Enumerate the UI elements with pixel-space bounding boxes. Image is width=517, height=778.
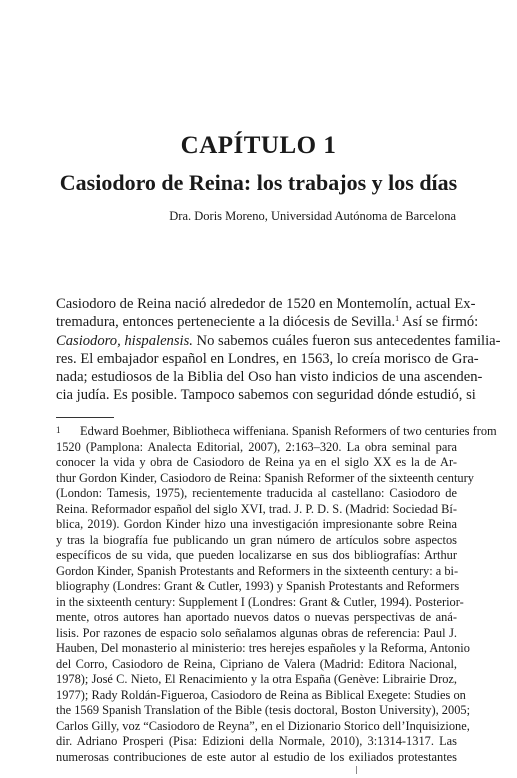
body-line: cia judía. Es posible. Tampoco sabemos con seguridad dónde estudió, si	[56, 387, 476, 404]
footnote-text	[56, 424, 497, 765]
footnote-line: blica, 2019). Gordon Kinder hizo una investigación impresionante sobre Reina	[56, 517, 457, 531]
chapter-label: CAPÍTULO 1	[180, 132, 337, 159]
footnote-line: (London: Tamesis, 1975), recientemente traducida al castellano: Casiodoro de	[56, 486, 457, 500]
footnote-line: Reina. Reformador español del siglo XVI, trad. J. P. D. S. (Madrid: Sociedad Bí-	[56, 501, 457, 516]
body-line: nada; estudiosos de la Biblia del Oso han visto indicios de una ascenden-	[56, 369, 483, 386]
body-line-text: No sabemos cuáles fueron sus antecedentes familia-	[192, 332, 501, 349]
body-line: res. El embajador español en Londres, en 1563, lo creía morisco de Gra-	[56, 350, 479, 367]
footnote-reference: 1	[395, 314, 400, 324]
footnote-line: bliography (Londres: Grant & Cutler, 1993) y Spanish Protestants and Reformers	[56, 579, 460, 593]
body-line	[56, 313, 479, 331]
footnote-line: específicos de su vida, que pueden localizarse en sus dos bibliografías: Arthur	[56, 548, 457, 562]
footnote-line: del Corro, Casiodoro de Reina, Cipriano de Valera (Madrid: Editora Nacional,	[56, 656, 457, 671]
footnote-line: Gordon Kinder, Spanish Protestants and Reformers in the sixteenth century: a bi-	[56, 563, 459, 578]
footnote-line: the 1569 Spanish Translation of the Bible (tesis doctoral, Boston University), 2005;	[56, 703, 471, 717]
footnote-line: numerosas contribuciones de este autor al estudio de los exiliados protestantes	[56, 749, 457, 764]
footnote-line: 1978); José C. Nieto, El Renacimiento y la otra España (Genève: Librairie Droz,	[56, 672, 457, 686]
chapter-author: Dra. Doris Moreno, Universidad Autónoma de Barcelona	[169, 209, 456, 223]
footnote-line: dir. Adriano Prosperi (Pisa: Edizioni della Normale, 2010), 3:1314-1317. Las	[56, 734, 457, 748]
footnote-line: Hauben, Del monasterio al ministerio: tres herejes españoles y la Reforma, Antonio	[56, 641, 470, 655]
footnote-number: 1	[56, 425, 61, 435]
body-line-text: tremadura, entonces perteneciente a la diócesis de Sevilla.	[56, 314, 396, 331]
body-line	[56, 332, 501, 350]
footnote-line: 1520 (Pamplona: Analecta Editorial, 2007), 2:163–320. La obra seminal para	[56, 439, 457, 454]
page-mark	[356, 766, 357, 774]
body-line-text: Así se firmó:	[399, 314, 479, 331]
signature-quote: Casiodoro, hispalensis.	[56, 332, 193, 349]
footnote-line: mente, otros autores han aportado nuevos datos o nuevas perspectivas de aná-	[56, 610, 457, 624]
footnote-line: in the sixteenth century: Supplement I (Londres: Grant & Cutler, 1994). Posterior-	[56, 594, 464, 609]
footnote-line: lisis. Por razones de espacio solo señalamos algunas obras de referencia: Paul J.	[56, 625, 457, 640]
body-line: Casiodoro de Reina nació alrededor de 1520 en Montemolín, actual Ex-	[56, 296, 476, 312]
footnote-line: y tras la biografía fue publicando un gran número de artículos sobre aspectos	[56, 532, 457, 547]
body-paragraph	[56, 295, 501, 405]
chapter-title: Casiodoro de Reina: los trabajos y los días	[59, 170, 458, 195]
footnote-line: Carlos Gilly, voz “Casiodoro de Reyna”, en el Dizionario Storico dell’Inquisizione,	[56, 718, 470, 733]
footnote-line: conocer la vida y obra de Casiodoro de Reina ya en el siglo XX es la de Ar-	[56, 455, 457, 469]
footnote-line: thur Gordon Kinder, Casiodoro de Reina: Spanish Reformer of the sixteenth century	[56, 470, 474, 485]
footnote-line: 1977); Rady Roldán-Figueroa, Casiodoro de Reina as Biblical Exegete: Studies on	[56, 687, 466, 702]
footnote-separator	[56, 417, 114, 418]
footnote-line: Edward Boehmer, Bibliotheca wiffeniana. Spanish Reformers of two centuries from	[80, 424, 497, 438]
